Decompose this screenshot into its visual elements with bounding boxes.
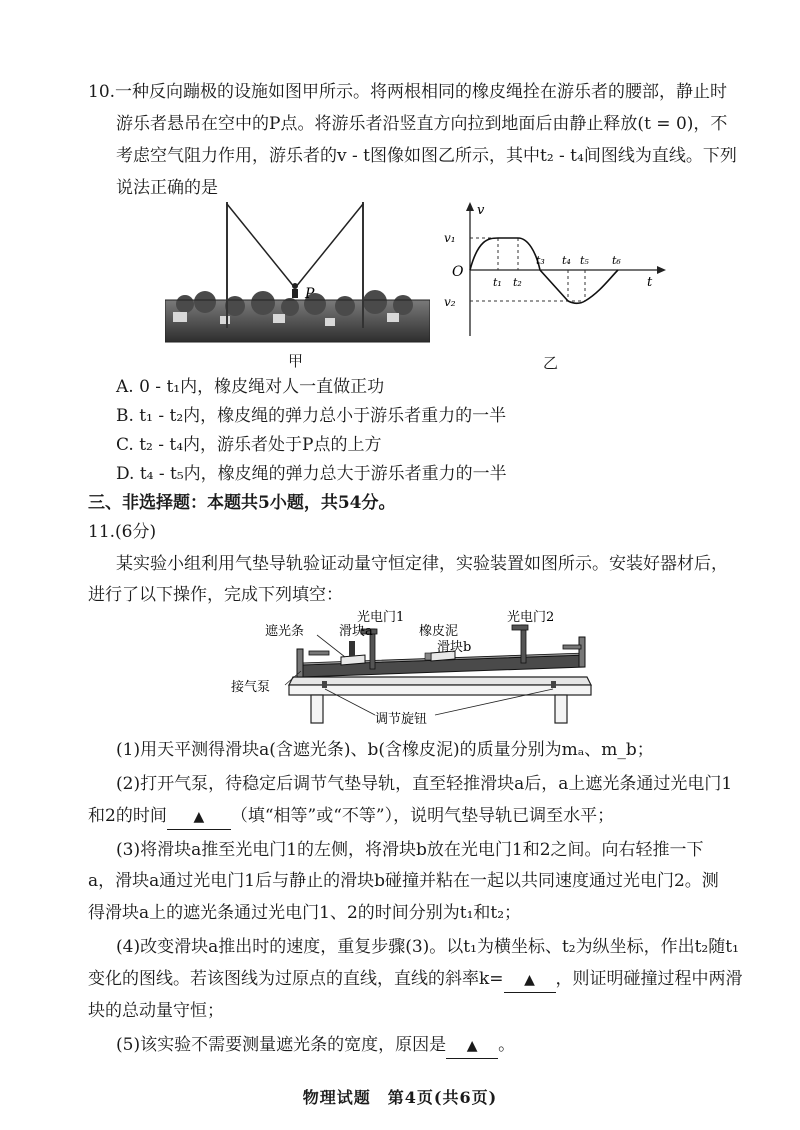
q11-intro-2: 进行了以下操作，完成下列填空： xyxy=(88,585,343,605)
t1-label: t₁ xyxy=(493,276,502,289)
option-d: D. t₄ - t₅内，橡皮绳的弹力总大于游乐者重力的一半 xyxy=(116,464,507,484)
answer-blank-2[interactable]: ▲ xyxy=(504,967,556,993)
answer-blank-1[interactable]: ▲ xyxy=(167,804,231,830)
q10-line-2: 游乐者悬吊在空中的P点。将游乐者沿竖直方向拉到地面后由静止释放(t = 0)，不 xyxy=(116,114,728,134)
answer-blank-3[interactable]: ▲ xyxy=(446,1033,498,1059)
q11-step-4a: (4)改变滑块a推出时的速度，重复步骤(3)。以t₁为横坐标、t₂为纵坐标，作出t₂随t₁ xyxy=(116,937,739,957)
axis-v-label: v xyxy=(477,203,485,218)
t6-label: t₆ xyxy=(612,254,621,267)
figure-jia-caption: 甲 xyxy=(288,352,304,370)
label-slider-b: 滑块b xyxy=(437,640,472,655)
t2-label: t₂ xyxy=(513,276,522,289)
figure-jia xyxy=(165,200,430,345)
q11-step-5: (5)该实验不需要测量遮光条的宽度，原因是 ▲ 。 xyxy=(116,1033,515,1059)
t4-label: t₄ xyxy=(562,254,571,267)
label-putty: 橡皮泥 xyxy=(419,624,459,639)
q11-step-1: (1)用天平测得滑块a(含遮光条)、b(含橡皮泥)的质量分别为mₐ、m_b； xyxy=(116,740,654,760)
q11-step-3b: a，滑块a通过光电门1后与静止的滑块b碰撞并粘在一起以共同速度通过光电门2。测 xyxy=(88,871,719,891)
figure-air-track xyxy=(225,605,605,730)
figure-yi-caption: 乙 xyxy=(543,354,559,372)
figure-yi-vt-graph xyxy=(440,200,670,340)
t3-label: t₃ xyxy=(536,254,545,267)
option-a: A. 0 - t₁内，橡皮绳对人一直做正功 xyxy=(116,377,385,397)
q10-line-4: 说法正确的是 xyxy=(116,178,218,198)
axis-t-label: t xyxy=(647,275,653,290)
option-b: B. t₁ - t₂内，橡皮绳的弹力总小于游乐者重力的一半 xyxy=(116,406,507,426)
q11-header: 11.(6分) xyxy=(88,522,157,542)
label-knob: 调节旋钮 xyxy=(375,712,428,727)
q11-step-2b: 和2的时间 ▲ （填“相等”或“不等”），说明气垫导轨已调至水平； xyxy=(88,804,614,830)
q10-line-3: 考虑空气阻力作用，游乐者的v - t图像如图乙所示，其中t₂ - t₄间图线为直线。下列 xyxy=(116,146,737,166)
q11-step-4b: 变化的图线。若该图线为过原点的直线，直线的斜率k= ▲ ，则证明碰撞过程中两滑 xyxy=(88,967,743,993)
label-slider-a: 滑块a xyxy=(339,624,373,639)
q11-intro-1: 某实验小组利用气垫导轨验证动量守恒定律，实验装置如图所示。安装好器材后， xyxy=(116,554,728,574)
origin-label: O xyxy=(452,264,464,280)
t5-label: t₅ xyxy=(580,254,589,267)
q11-step-3a: (3)将滑块a推至光电门1的左侧，将滑块b放在光电门1和2之间。向右轻推一下 xyxy=(116,840,704,860)
label-light-strip: 遮光条 xyxy=(265,624,305,639)
page-footer: 物理试题 第4页(共6页) xyxy=(302,1088,498,1107)
label-gate-1: 光电门1 xyxy=(357,610,405,625)
v1-label: v₁ xyxy=(444,231,456,245)
q11-step-2a: (2)打开气泵，待稳定后调节气垫导轨，直至轻推滑块a后，a上遮光条通过光电门1 xyxy=(116,774,733,794)
section-3-heading: 三、非选择题：本题共5小题，共54分。 xyxy=(88,493,396,513)
q11-step-4c: 块的总动量守恒； xyxy=(88,1001,224,1021)
q10-line-1: 10.一种反向蹦极的设施如图甲所示。将两根相同的橡皮绳拴在游乐者的腰部，静止时 xyxy=(88,82,728,102)
option-c: C. t₂ - t₄内，游乐者处于P点的上方 xyxy=(116,435,382,455)
point-p-label: P xyxy=(305,286,315,302)
v2-label: v₂ xyxy=(444,295,456,309)
label-gate-2: 光电门2 xyxy=(507,610,555,625)
q11-step-3c: 得滑块a上的遮光条通过光电门1、2的时间分别为t₁和t₂； xyxy=(88,903,522,923)
label-pump: 接气泵 xyxy=(231,680,271,695)
